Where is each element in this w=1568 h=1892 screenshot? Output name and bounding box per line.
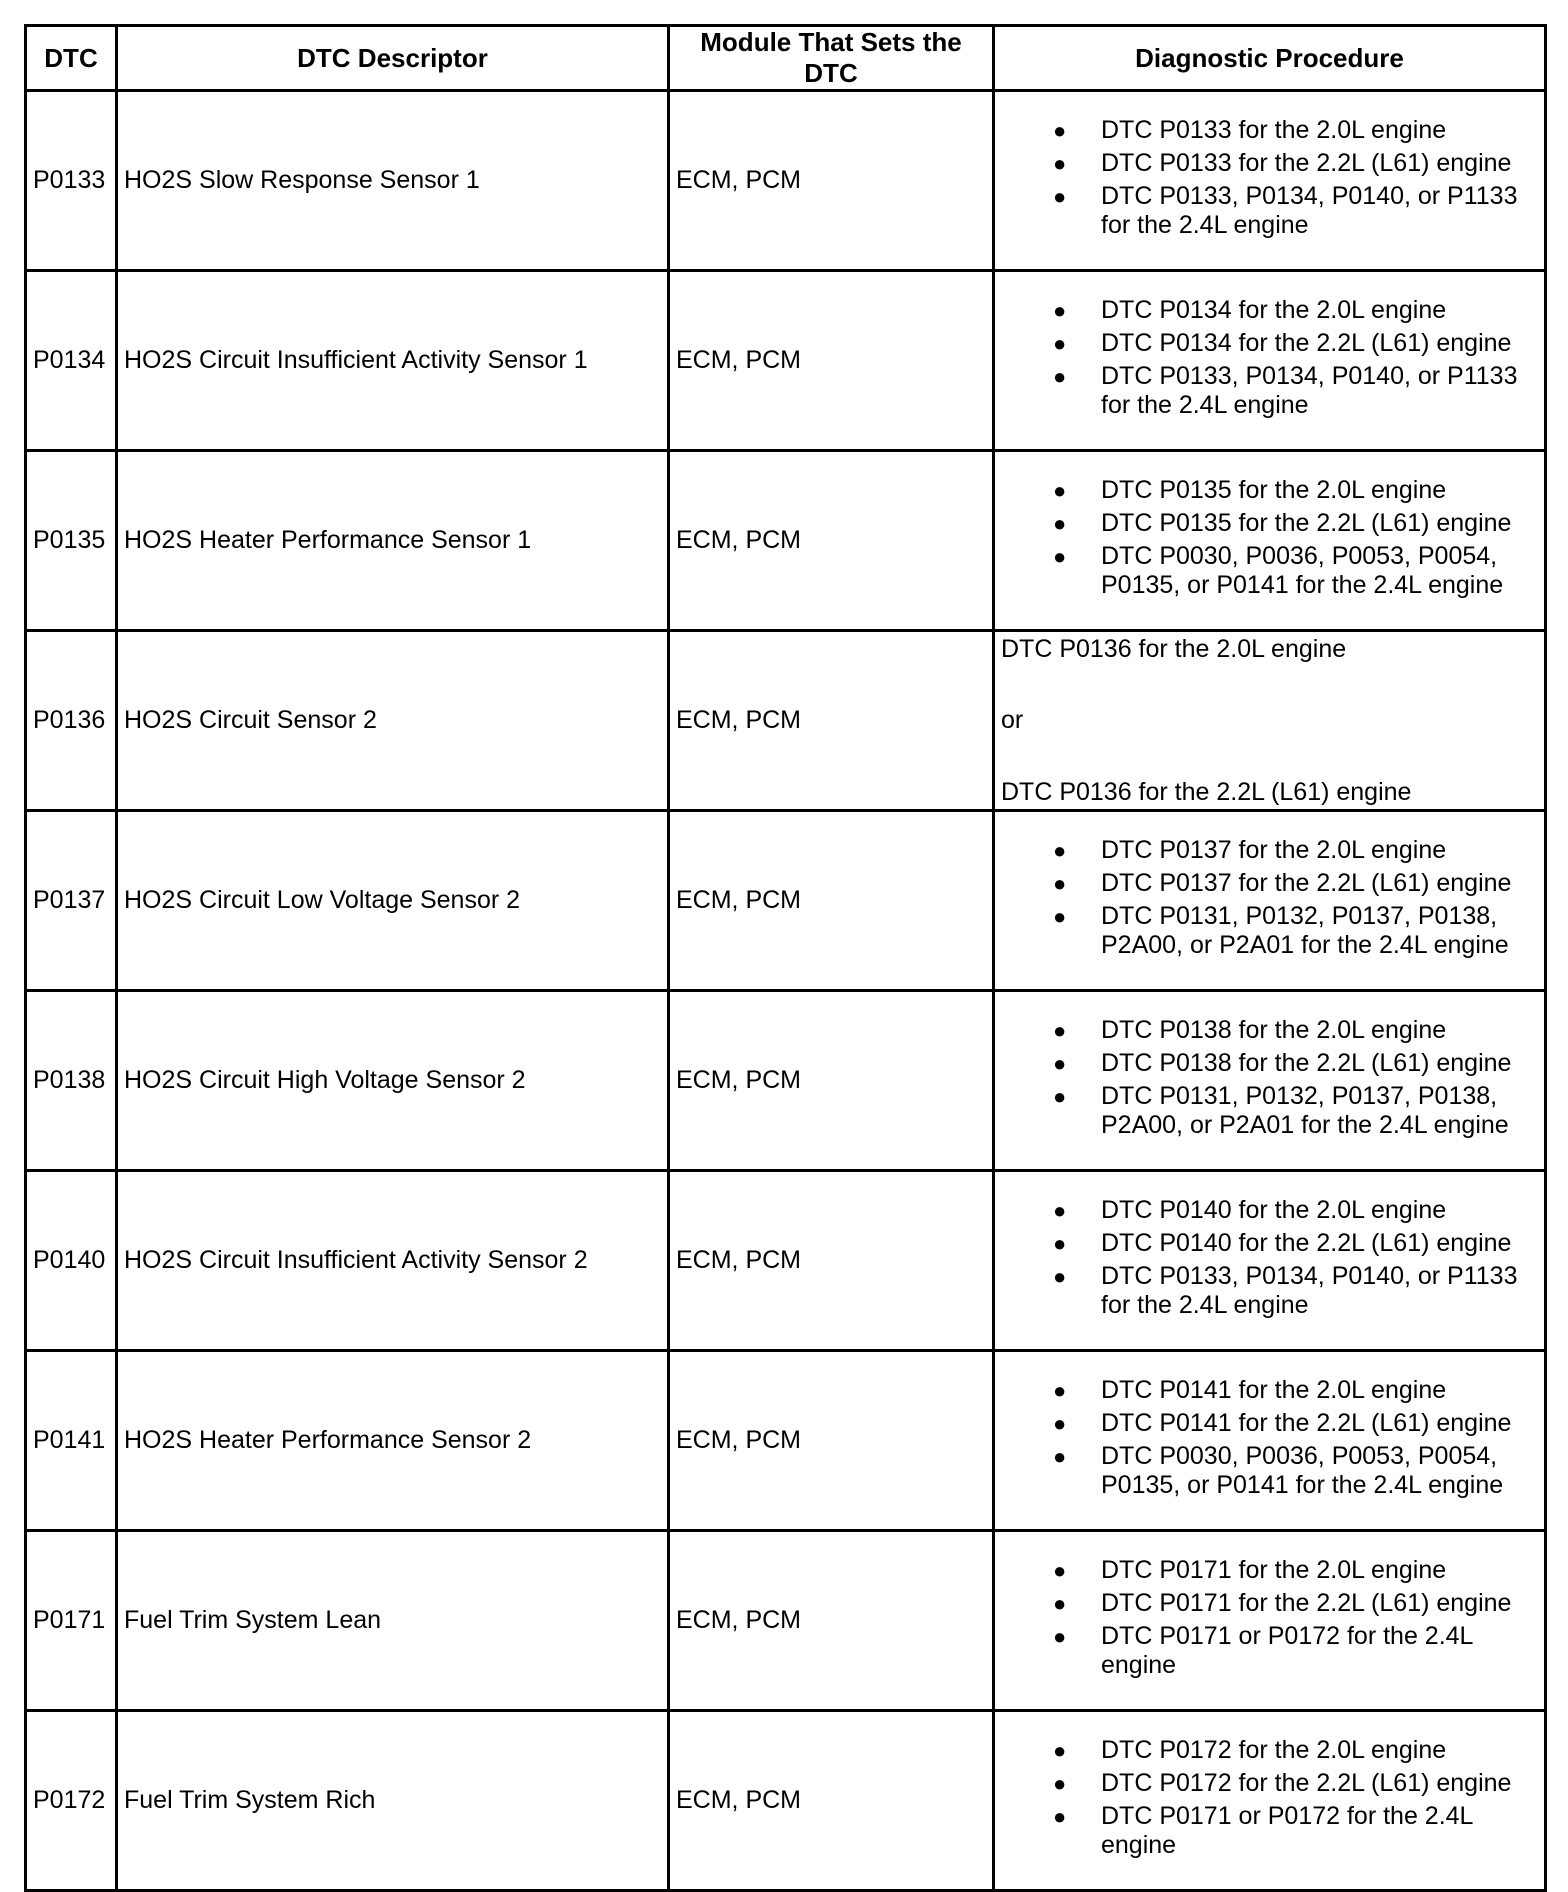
procedure-text: DTC P0134 for the 2.2L (L61) engine [1101, 328, 1512, 357]
procedure-list [995, 826, 1544, 976]
bullet-icon: ● [1053, 477, 1067, 503]
procedure-text: DTC P0133, P0134, P0140, or P1133 for the 2.4L engine [1101, 361, 1518, 419]
dtc-code: P0134 [26, 271, 117, 451]
procedure-text: DTC P0138 for the 2.0L engine [1101, 1015, 1447, 1044]
bullet-icon: ● [1053, 1017, 1067, 1043]
procedure-list-item [995, 182, 1536, 240]
header-module: Module That Sets the DTC [669, 26, 994, 91]
table-row [26, 1711, 1546, 1891]
bullet-icon: ● [1053, 1557, 1067, 1583]
diagnostic-procedure-cell [994, 811, 1546, 991]
header-row [26, 26, 1546, 91]
bullet-icon: ● [1053, 1623, 1067, 1649]
procedure-list [995, 1366, 1544, 1516]
procedure-list-item [995, 1736, 1536, 1765]
procedure-text: DTC P0138 for the 2.2L (L61) engine [1101, 1048, 1512, 1077]
bullet-icon: ● [1053, 1410, 1067, 1436]
procedure-text: DTC P0141 for the 2.0L engine [1101, 1375, 1447, 1404]
procedure-text: DTC P0134 for the 2.0L engine [1101, 295, 1447, 324]
bullet-icon: ● [1053, 1050, 1067, 1076]
procedure-list-item [995, 1442, 1536, 1500]
procedure-text: DTC P0136 for the 2.2L (L61) engine [1001, 777, 1412, 806]
table-row [26, 451, 1546, 631]
table-body [26, 91, 1546, 1891]
module-cell: ECM, PCM [669, 1171, 994, 1351]
procedure-list [995, 1006, 1544, 1156]
dtc-table [24, 24, 1547, 1892]
diagnostic-procedure-cell [994, 271, 1546, 451]
procedure-text: DTC P0140 for the 2.0L engine [1101, 1195, 1447, 1224]
procedure-text: DTC P0141 for the 2.2L (L61) engine [1101, 1408, 1512, 1437]
procedure-text: DTC P0030, P0036, P0053, P0054, P0135, or P0141 for the 2.4L engine [1101, 1441, 1504, 1499]
dtc-code: P0140 [26, 1171, 117, 1351]
procedure-list-item [995, 836, 1536, 865]
bullet-icon: ● [1053, 1770, 1067, 1796]
dtc-descriptor: HO2S Circuit Insufficient Activity Sensor 1 [117, 271, 669, 451]
bullet-icon: ● [1053, 870, 1067, 896]
dtc-descriptor: HO2S Circuit Low Voltage Sensor 2 [117, 811, 669, 991]
procedure-text: DTC P0131, P0132, P0137, P0138, P2A00, or P2A01 for the 2.4L engine [1101, 1081, 1509, 1139]
procedure-list-item [995, 1016, 1536, 1045]
bullet-icon: ● [1053, 150, 1067, 176]
bullet-icon: ● [1053, 1263, 1067, 1289]
procedure-list-item [995, 509, 1536, 538]
procedure-list [995, 106, 1544, 256]
procedure-plain [995, 633, 1544, 809]
table-row [26, 631, 1546, 811]
procedure-text: DTC P0133 for the 2.0L engine [1101, 115, 1447, 144]
module-cell: ECM, PCM [669, 1711, 994, 1891]
procedure-text: DTC P0140 for the 2.2L (L61) engine [1101, 1228, 1512, 1257]
procedure-list-item [995, 1409, 1536, 1438]
table-row [26, 1531, 1546, 1711]
procedure-list [995, 1186, 1544, 1336]
bullet-icon: ● [1053, 330, 1067, 356]
dtc-code: P0133 [26, 91, 117, 271]
dtc-descriptor: HO2S Circuit High Voltage Sensor 2 [117, 991, 669, 1171]
bullet-icon: ● [1053, 297, 1067, 323]
diagnostic-procedure-cell [994, 1171, 1546, 1351]
procedure-list-item [995, 1196, 1536, 1225]
bullet-icon: ● [1053, 837, 1067, 863]
procedure-text: DTC P0171 or P0172 for the 2.4L engine [1101, 1801, 1473, 1859]
procedure-list [995, 1726, 1544, 1876]
bullet-icon: ● [1053, 363, 1067, 389]
procedure-list-item [995, 1589, 1536, 1618]
dtc-descriptor: HO2S Heater Performance Sensor 1 [117, 451, 669, 631]
procedure-list-item [995, 1556, 1536, 1585]
procedure-text: DTC P0030, P0036, P0053, P0054, P0135, or P0141 for the 2.4L engine [1101, 541, 1504, 599]
module-cell: ECM, PCM [669, 451, 994, 631]
diagnostic-procedure-cell [994, 631, 1546, 811]
procedure-text: DTC P0172 for the 2.2L (L61) engine [1101, 1768, 1512, 1797]
procedure-list-item [995, 1229, 1536, 1258]
procedure-list-item [995, 1376, 1536, 1405]
dtc-code: P0141 [26, 1351, 117, 1531]
procedure-text: or [1001, 706, 1024, 734]
bullet-icon: ● [1053, 1083, 1067, 1109]
bullet-icon: ● [1053, 1230, 1067, 1256]
dtc-descriptor: Fuel Trim System Rich [117, 1711, 669, 1891]
module-cell: ECM, PCM [669, 631, 994, 811]
procedure-list-item [995, 1262, 1536, 1320]
table-row [26, 811, 1546, 991]
bullet-icon: ● [1053, 1197, 1067, 1223]
procedure-text: DTC P0135 for the 2.0L engine [1101, 475, 1447, 504]
procedure-list-item [995, 296, 1536, 325]
bullet-icon: ● [1053, 510, 1067, 536]
module-cell: ECM, PCM [669, 1351, 994, 1531]
bullet-icon: ● [1053, 1803, 1067, 1829]
dtc-code: P0135 [26, 451, 117, 631]
bullet-icon: ● [1053, 1443, 1067, 1469]
header-procedure: Diagnostic Procedure [994, 26, 1546, 91]
dtc-code: P0171 [26, 1531, 117, 1711]
procedure-list-item [995, 1082, 1536, 1140]
bullet-icon: ● [1053, 903, 1067, 929]
header-dtc: DTC [26, 26, 117, 91]
dtc-code: P0172 [26, 1711, 117, 1891]
diagnostic-procedure-cell [994, 1711, 1546, 1891]
module-cell: ECM, PCM [669, 271, 994, 451]
procedure-text: DTC P0133, P0134, P0140, or P1133 for the 2.4L engine [1101, 181, 1518, 239]
procedure-text: DTC P0171 for the 2.2L (L61) engine [1101, 1588, 1512, 1617]
procedure-list-item [995, 1049, 1536, 1078]
procedure-list-item [995, 902, 1536, 960]
diagnostic-procedure-cell [994, 1531, 1546, 1711]
dtc-descriptor: HO2S Circuit Sensor 2 [117, 631, 669, 811]
procedure-text: DTC P0133 for the 2.2L (L61) engine [1101, 148, 1512, 177]
procedure-text: DTC P0136 for the 2.0L engine [1001, 634, 1347, 663]
dtc-descriptor: HO2S Heater Performance Sensor 2 [117, 1351, 669, 1531]
procedure-list-item [995, 329, 1536, 358]
procedure-text: DTC P0133, P0134, P0140, or P1133 for the 2.4L engine [1101, 1261, 1518, 1319]
dtc-code: P0138 [26, 991, 117, 1171]
procedure-list-item [995, 362, 1536, 420]
procedure-text: DTC P0137 for the 2.2L (L61) engine [1101, 868, 1512, 897]
diagnostic-procedure-cell [994, 451, 1546, 631]
diagnostic-procedure-cell [994, 991, 1546, 1171]
module-cell: ECM, PCM [669, 991, 994, 1171]
bullet-icon: ● [1053, 183, 1067, 209]
procedure-list-item [995, 1802, 1536, 1860]
procedure-list-item [995, 476, 1536, 505]
bullet-icon: ● [1053, 1590, 1067, 1616]
table-row [26, 271, 1546, 451]
header-descriptor: DTC Descriptor [117, 26, 669, 91]
procedure-list-item [995, 1622, 1536, 1680]
bullet-icon: ● [1053, 117, 1067, 143]
dtc-code: P0137 [26, 811, 117, 991]
procedure-list-item [995, 869, 1536, 898]
procedure-list-item [995, 149, 1536, 178]
procedure-text: DTC P0131, P0132, P0137, P0138, P2A00, or P2A01 for the 2.4L engine [1101, 901, 1509, 959]
procedure-list [995, 466, 1544, 616]
procedure-list [995, 286, 1544, 436]
module-cell: ECM, PCM [669, 811, 994, 991]
procedure-text: DTC P0171 for the 2.0L engine [1101, 1555, 1447, 1584]
diagnostic-procedure-cell [994, 91, 1546, 271]
bullet-icon: ● [1053, 1737, 1067, 1763]
table-row [26, 991, 1546, 1171]
procedure-list-item [995, 116, 1536, 145]
procedure-text: DTC P0137 for the 2.0L engine [1101, 835, 1447, 864]
procedure-list [995, 1546, 1544, 1696]
dtc-code: P0136 [26, 631, 117, 811]
procedure-text: DTC P0172 for the 2.0L engine [1101, 1735, 1447, 1764]
procedure-text: DTC P0171 or P0172 for the 2.4L engine [1101, 1621, 1473, 1679]
table-row [26, 1171, 1546, 1351]
dtc-descriptor: HO2S Slow Response Sensor 1 [117, 91, 669, 271]
module-cell: ECM, PCM [669, 91, 994, 271]
diagnostic-procedure-cell [994, 1351, 1546, 1531]
dtc-descriptor: Fuel Trim System Lean [117, 1531, 669, 1711]
module-cell: ECM, PCM [669, 1531, 994, 1711]
bullet-icon: ● [1053, 1377, 1067, 1403]
table-row [26, 1351, 1546, 1531]
procedure-text: DTC P0135 for the 2.2L (L61) engine [1101, 508, 1512, 537]
procedure-list-item [995, 1769, 1536, 1798]
bullet-icon: ● [1053, 543, 1067, 569]
dtc-descriptor: HO2S Circuit Insufficient Activity Sensor 2 [117, 1171, 669, 1351]
procedure-list-item [995, 542, 1536, 600]
table-row [26, 91, 1546, 271]
